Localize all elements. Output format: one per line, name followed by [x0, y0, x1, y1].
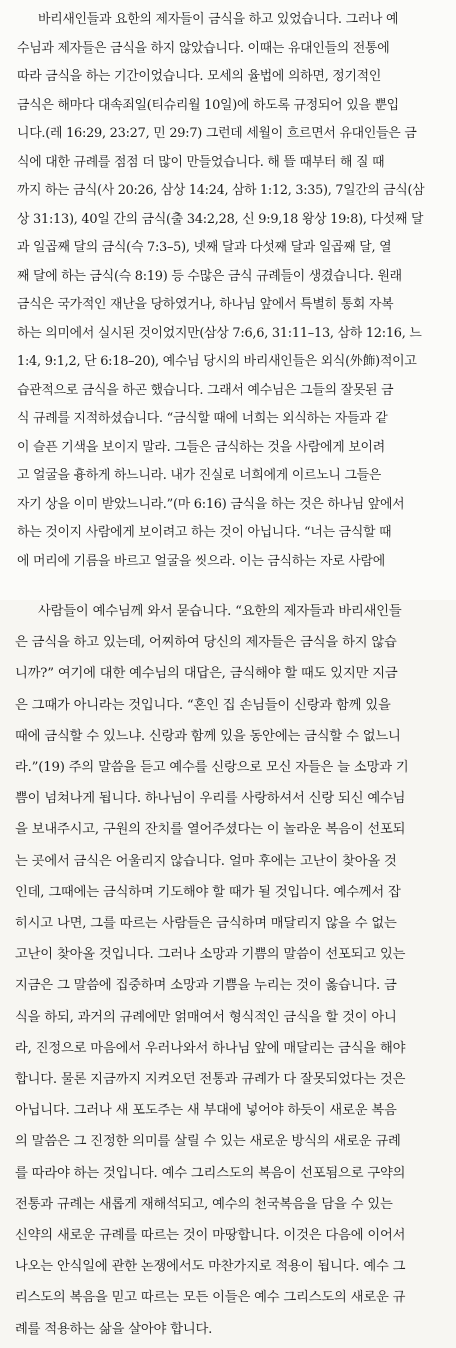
text-line: 은 금식을 하고 있는데, 어찌하여 당신의 제자들은 금식을 하지 않습 [15, 635, 397, 651]
text-line: 째 달에 하는 금식(슥 8:19) 등 수많은 금식 규례들이 생겼습니다. 원래 [17, 268, 402, 284]
text-line: 에 머리에 기름을 바르고 얼굴을 씻으라. 이는 금식하는 자로 사람에 [17, 553, 385, 569]
text-line: 히시고 나면, 그를 따르는 사람들은 금식하며 매달리지 않을 수 없는 [15, 916, 397, 931]
text-line: 합니다. 물론 지금까지 지켜오던 전통과 규례가 다 잘못되었다는 것은 [15, 1072, 406, 1087]
text-line: 과 일곱째 달의 금식(슥 7:3–5), 넷째 달과 다섯째 달과 일곱째 달, 열 [17, 240, 392, 255]
text-line: 하는 의미에서 실시된 것이었지만(삼상 7:6,6, 31:11–13, 삼하 12:16, 느 [17, 325, 422, 341]
text-line: 식을 하되, 과거의 규례에만 얽매여서 형식적인 금식을 할 것이 아니 [15, 1009, 397, 1025]
text-line: 전통과 규례는 새롭게 재해석되고, 예수의 천국복음을 담을 수 있는 [15, 1196, 393, 1212]
text-line: 니다.(레 16:29, 23:27, 민 29:7) 그런데 세월이 흐르면서 유대인들은 금 [17, 126, 417, 141]
text-line: 신약의 새로운 규례를 따르는 것이 마땅합니다. 이것은 다음에 이어서 [15, 1228, 406, 1243]
text-line: 습관적으로 금식을 하곤 했습니다. 그래서 예수님은 그들의 잘못된 금 [17, 382, 394, 398]
text-line: 상 31:13), 40일 간의 금식(출 34:2,28, 신 9:9,18 왕상 19:8), 다섯째 달 [17, 211, 424, 227]
text-line: 은 그때가 아니라는 것입니다. “혼인 집 손님들이 신랑과 함께 있을 [15, 697, 391, 713]
text-line: 를 따라야 하는 것입니다. 예수 그리스도의 복음이 선포됨으로 구약의 [15, 1165, 406, 1181]
text-line: 례를 적용하는 삶을 살아야 합니다. [15, 1321, 213, 1337]
text-line: 쁨이 넘쳐나게 됩니다. 하나님이 우리를 사랑하셔서 신랑 되신 예수님 [15, 791, 406, 807]
lower-text-block [0, 600, 456, 1348]
text-line: 금식은 국가적인 재난을 당하였거나, 하나님 앞에서 특별히 통회 자복 [17, 297, 394, 312]
text-line: 수님과 제자들은 금식을 하지 않았습니다. 이때는 유대인들의 전통에 [17, 40, 390, 56]
text-line: 식에 대한 규례를 점점 더 많이 만들었습니다. 해 뜰 때부터 해 질 때 [17, 154, 385, 170]
text-line: 하는 것이지 사람에게 보이려고 하는 것이 아닙니다. “너는 금식할 때 [17, 525, 392, 540]
text-line: 인데, 그때에는 금식하며 기도해야 할 때가 될 것입니다. 예수께서 잡 [15, 884, 401, 900]
text-line: 때에 금식할 수 있느냐. 신랑과 함께 있을 동안에는 금식할 수 없느니 [15, 728, 401, 744]
text-line: 리스도의 복음을 믿고 따르는 모든 이들은 예수 그리스도의 새로운 규 [15, 1290, 406, 1306]
text-line: 라, 진정으로 마음에서 우러나와서 하나님 앞에 매달리는 금식을 해야 [15, 1040, 406, 1056]
text-line: 을 보내주시고, 구원의 잔치를 열어주셨다는 이 놀라운 복음이 선포되 [15, 822, 406, 838]
text-line: 는 곳에서 금식은 어울리지 않습니다. 얼마 후에는 고난이 찾아올 것 [15, 853, 397, 869]
text-line: 사람들이 예수님께 와서 묻습니다. “요한의 제자들과 바리새인들 [38, 604, 402, 619]
text-line: 나오는 안식일에 관한 논쟁에서도 마찬가지로 적용이 됩니다. 예수 그 [15, 1259, 406, 1275]
text-line: 고난이 찾아올 것입니다. 그러나 소망과 기쁨의 말씀이 선포되고 있는 [15, 947, 406, 963]
text-line: 바리새인들과 요한의 제자들이 금식을 하고 있었습니다. 그러나 예 [38, 12, 399, 27]
text-line: 니까?” 여기에 대한 예수님의 대답은, 금식해야 할 때도 있지만 지금 [15, 666, 398, 682]
text-line: 1:4, 9:1,2, 단 6:18–20), 예수님 당시의 바리새인들은 외식(外飾)적이고 [17, 354, 417, 369]
text-line: 아닙니다. 그러나 새 포도주는 새 부대에 넣어야 하듯이 새로운 복음 [15, 1103, 397, 1119]
text-line: 따라 금식을 하는 기간이었습니다. 모세의 율법에 의하면, 정기적인 [17, 69, 382, 84]
text-line: 의 말씀은 그 진정한 의미를 살릴 수 있는 새로운 방식의 새로운 규례 [15, 1134, 401, 1150]
text-line: 라.”(19) 주의 말씀을 듣고 예수를 신랑으로 모신 자들은 늘 소망과 기 [15, 760, 409, 775]
upper-text-block [0, 0, 456, 600]
text-line: 이 슬픈 기색을 보이지 말라. 그들은 금식하는 것을 사람에게 보이려 [17, 439, 385, 455]
text-line: 까지 하는 금식(사 20:26, 삼상 14:24, 삼하 1:12, 3:35), 7일간의 금식(삼 [17, 183, 425, 198]
text-line: 금식은 해마다 대속죄일(티슈리월 10일)에 하도록 규정되어 있을 뿐입 [17, 97, 399, 113]
text-line: 식 규례를 지적하셨습니다. “금식할 때에 너희는 외식하는 자들과 같 [17, 411, 388, 426]
text-line: 고 얼굴을 흉하게 하느니라. 내가 진실로 너희에게 이르노니 그들은 [17, 468, 382, 483]
text-line: 자기 상을 이미 받았느니라.”(마 6:16) 금식을 하는 것은 하나님 앞에서 [17, 496, 405, 512]
text-line: 지금은 그 말씀에 집중하며 소망과 기쁨을 누리는 것이 옳습니다. 금 [15, 978, 397, 994]
